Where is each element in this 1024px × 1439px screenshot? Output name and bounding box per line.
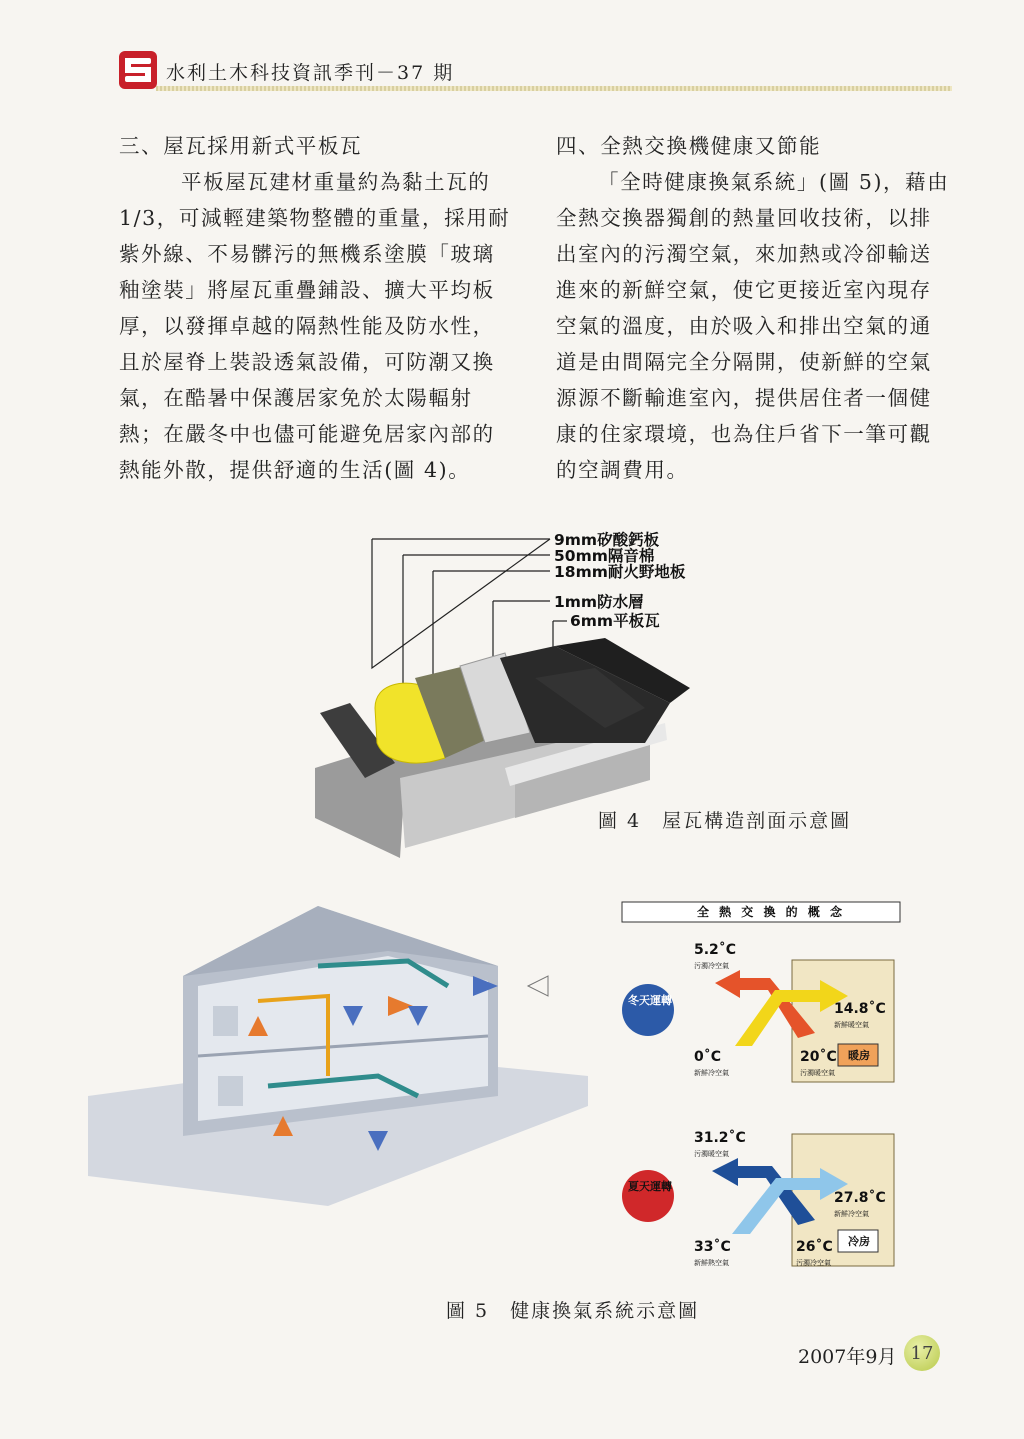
- winter-mode-label: 暖房: [848, 1049, 870, 1062]
- summer-bl-label: 新鮮熱空氣: [694, 1259, 729, 1267]
- paragraph-line: 紫外線、不易髒污的無機系塗膜「玻璃: [119, 242, 495, 266]
- summer-mode-label: 冷房: [848, 1235, 870, 1248]
- paragraph-line: 康的住家環境，也為住戶省下一筆可觀: [556, 422, 932, 446]
- summer-badge: 夏天運轉: [628, 1180, 672, 1193]
- layer-label-waterproof: 1mm防水層: [554, 593, 644, 611]
- winter-br-temp: 20˚C: [800, 1049, 837, 1065]
- paragraph-line: 道是由間隔完全分隔開，使新鮮的空氣: [556, 350, 932, 374]
- winter-bl-label: 新鮮冷空氣: [694, 1069, 729, 1077]
- section-heading-3: 三、屋瓦採用新式平板瓦: [119, 134, 363, 158]
- right-column: [556, 128, 956, 488]
- paragraph-line: 空氣的溫度，由於吸入和排出空氣的通: [556, 314, 932, 338]
- paragraph-line: 厚，以發揮卓越的隔熱性能及防水性，: [119, 314, 495, 338]
- paragraph-line: 全熱交換器獨創的熱量回收技術，以排: [556, 206, 932, 230]
- summer-br-label: 污濁冷空氣: [796, 1259, 831, 1267]
- winter-bl-temp: 0˚C: [694, 1049, 722, 1065]
- winter-right-temp: 14.8˚C: [834, 1001, 886, 1017]
- layer-label-flat-tile: 6mm平板瓦: [570, 612, 660, 630]
- winter-badge: 冬天運轉: [628, 994, 672, 1007]
- summer-br-temp: 26˚C: [796, 1239, 833, 1255]
- summer-right-label: 新鮮冷空氣: [834, 1210, 869, 1218]
- winter-top-temp: 5.2˚C: [694, 942, 737, 958]
- paragraph-line: 釉塗裝」將屋瓦重疊鋪設、擴大平均板: [119, 278, 495, 302]
- paragraph-line: 出室內的污濁空氣，來加熱或冷卻輸送: [556, 242, 932, 266]
- paragraph-line: 「全時健康換氣系統」(圖 5)，藉由: [598, 170, 950, 194]
- section-heading-4: 四、全熱交換機健康又節能: [556, 134, 822, 158]
- paragraph-line: 進來的新鮮空氣，使它更接近室內現存: [556, 278, 932, 302]
- summer-top-temp: 31.2˚C: [694, 1130, 746, 1146]
- journal-title: 水利土木科技資訊季刊－37 期: [166, 62, 455, 84]
- paragraph-line: 平板屋瓦建材重量約為黏土瓦的: [181, 170, 491, 194]
- figure5-caption: 圖 5 健康換氣系統示意圖: [446, 1300, 700, 1322]
- paragraph-line: 且於屋脊上裝設透氣設備，可防潮又換: [119, 350, 495, 374]
- summer-right-temp: 27.8˚C: [834, 1190, 886, 1206]
- journal-logo: [118, 50, 158, 90]
- paragraph-line: 1/3，可減輕建築物整體的重量，採用耐: [119, 206, 511, 230]
- layer-label-insulation: 50mm隔音棉: [554, 547, 655, 565]
- paragraph-line: 氣，在酷暑中保護居家免於太陽輻射: [119, 386, 473, 410]
- paragraph-line: 熱能外散，提供舒適的生活(圖 4)。: [119, 458, 471, 482]
- figure4-caption: 圖 4 屋瓦構造剖面示意圖: [598, 810, 852, 832]
- summer-bl-temp: 33˚C: [694, 1239, 731, 1255]
- heat-exchange-concept-panel: [620, 898, 910, 1278]
- winter-right-label: 新鮮暖空氣: [834, 1021, 869, 1029]
- page-number: 17: [904, 1335, 940, 1371]
- header-band: [156, 86, 952, 91]
- house-ventilation-illustration: [88, 906, 588, 1206]
- layer-label-calcium-board: 9mm矽酸鈣板: [554, 531, 660, 549]
- summer-top-label: 污濁暖空氣: [694, 1150, 729, 1158]
- winter-br-label: 污濁暖空氣: [800, 1069, 835, 1077]
- paragraph-line: 源源不斷輸進室內，提供居住者一個健: [556, 386, 932, 410]
- winter-top-label: 污濁冷空氣: [694, 962, 729, 970]
- paragraph-line: 熱；在嚴冬中也儘可能避免居家內部的: [119, 422, 495, 446]
- issue-date: 2007年9月: [798, 1346, 897, 1368]
- paragraph-line: 的空調費用。: [556, 458, 689, 482]
- layer-label-plywood: 18mm耐火野地板: [554, 563, 686, 581]
- left-column: [119, 128, 519, 488]
- concept-title: 全 熱 交 換 的 概 念: [696, 905, 846, 919]
